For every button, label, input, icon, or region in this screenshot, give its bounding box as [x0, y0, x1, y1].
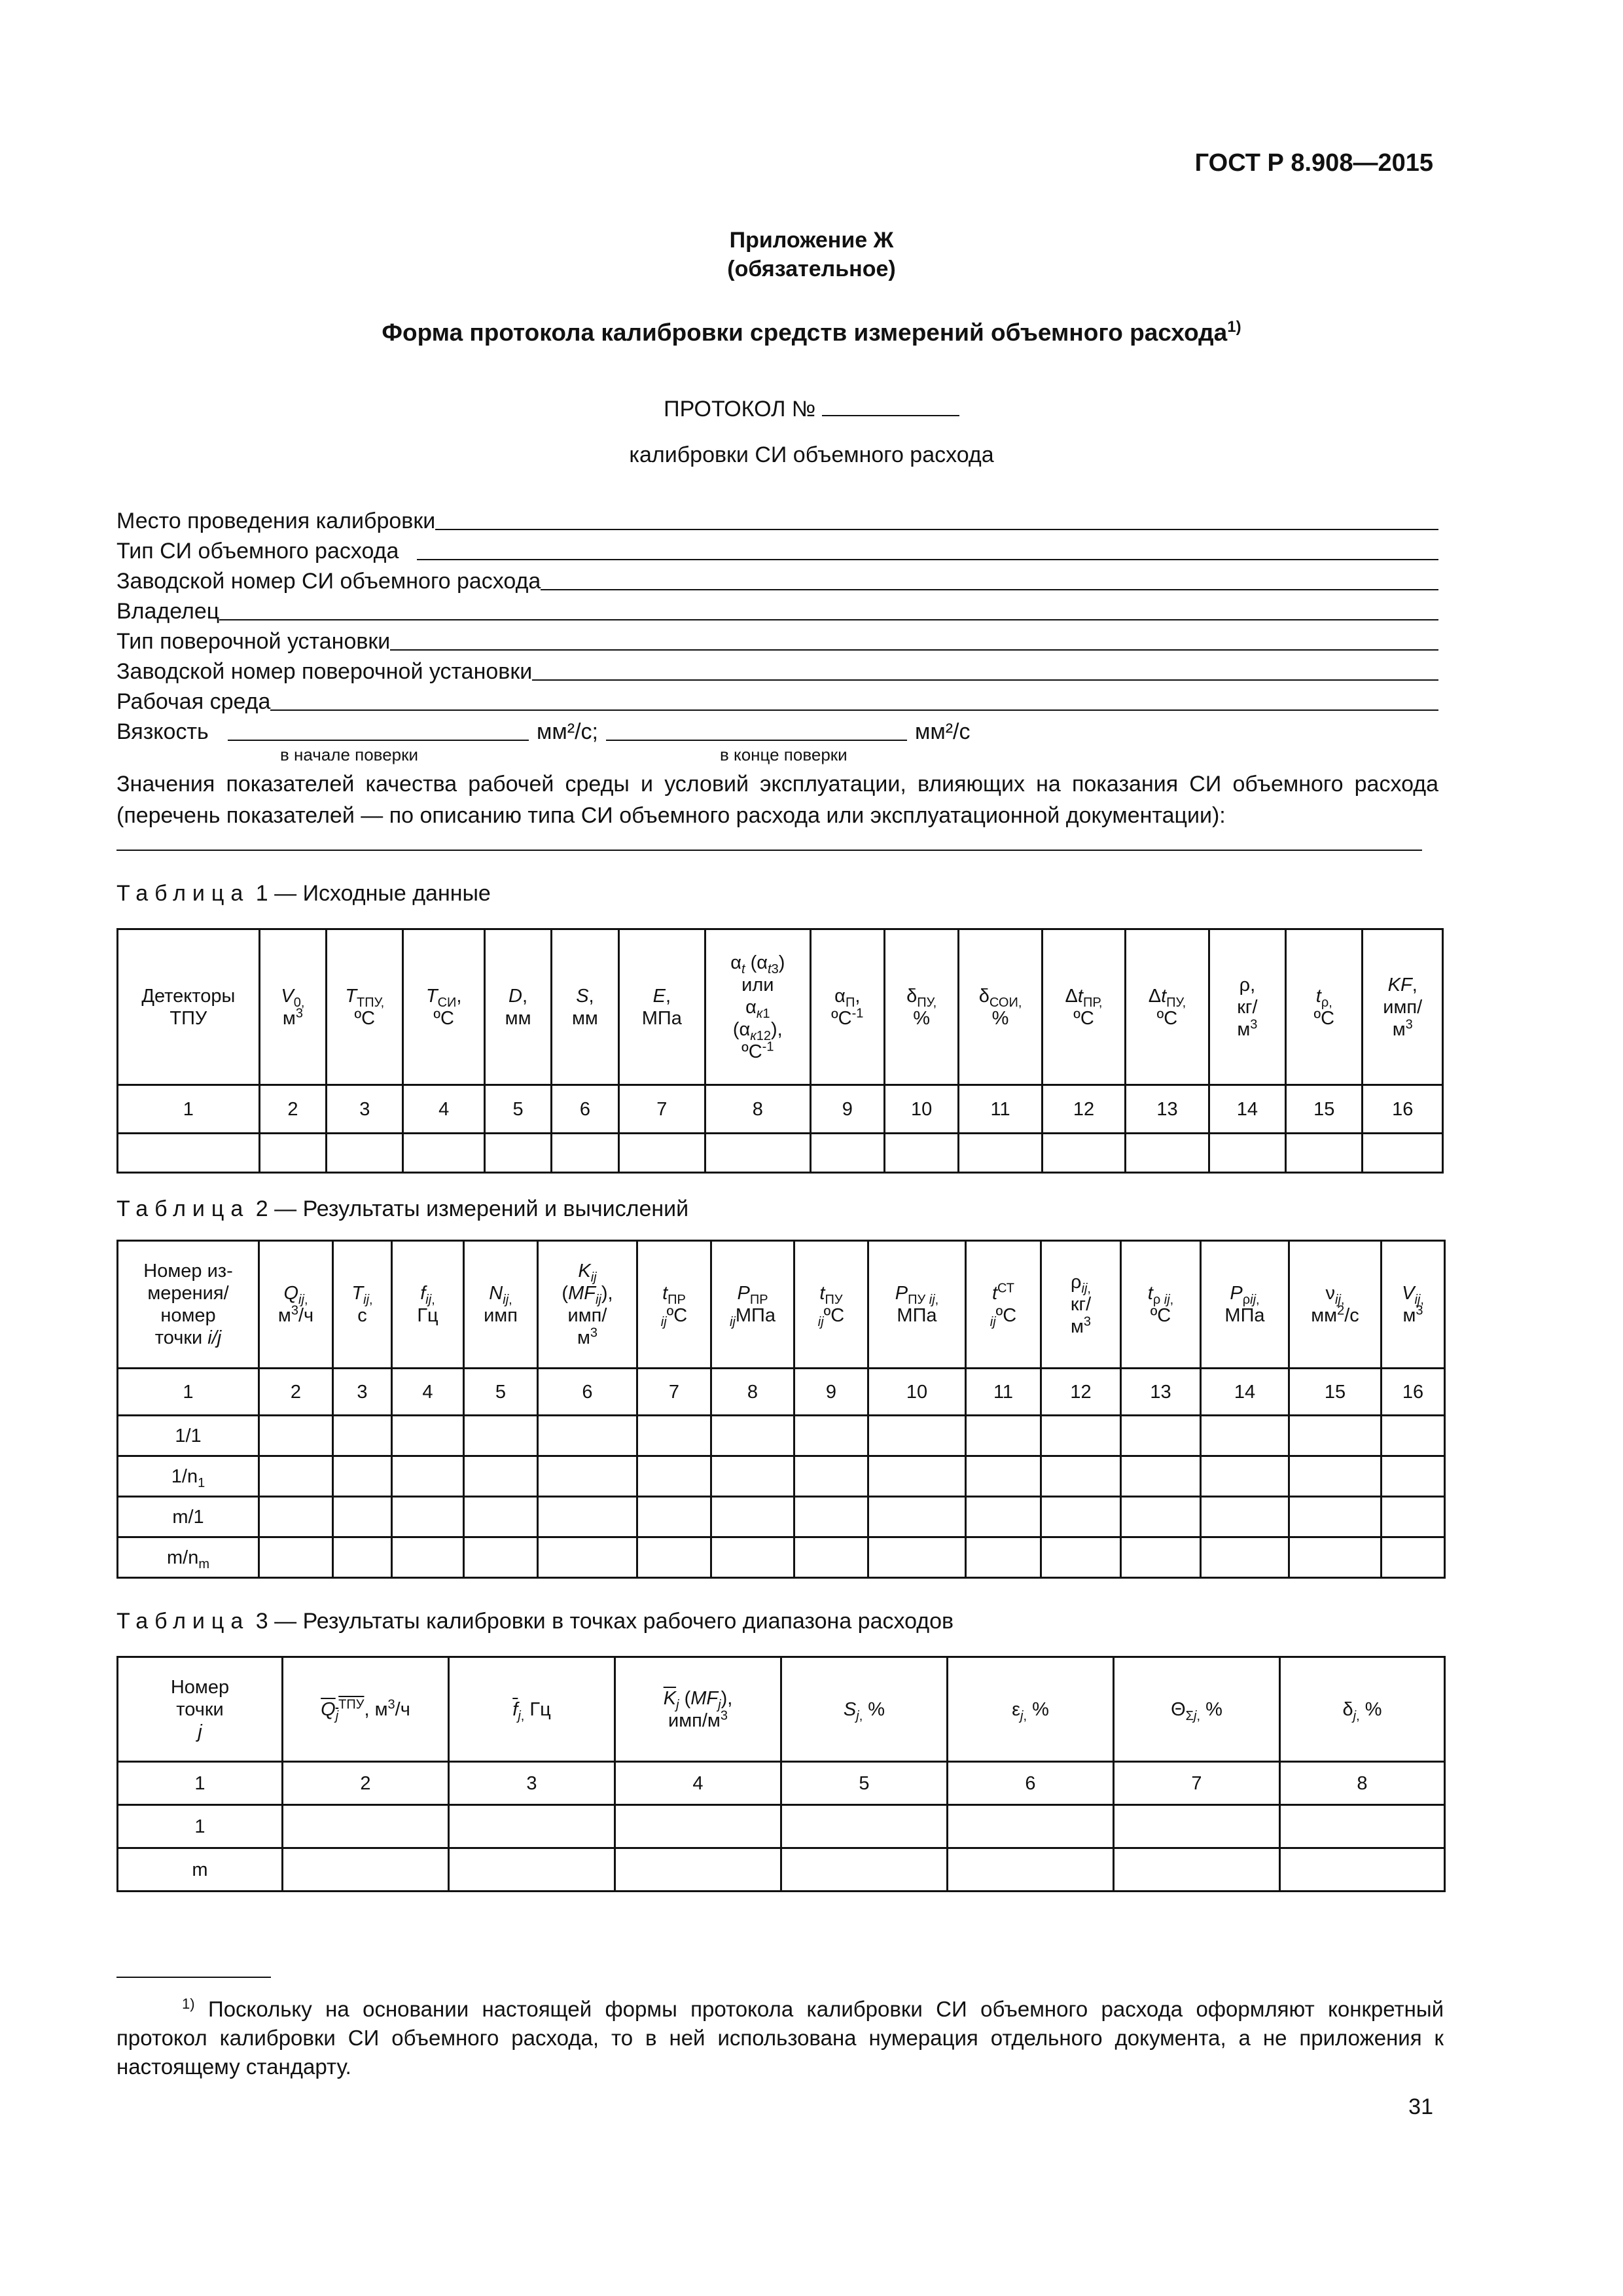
field-label: Рабочая среда	[116, 689, 271, 714]
table-row	[118, 1497, 1445, 1537]
table-cell[interactable]	[711, 1537, 794, 1578]
t1-h-alpha: $\alpha_t$ $(\alpha_{t3})$ или $\alpha_{к1}$ $(\alpha_{к12})$, ºС$^{-1}$	[705, 929, 811, 1085]
table-cell[interactable]	[1041, 1537, 1121, 1578]
table-cell[interactable]	[283, 1805, 449, 1848]
t2-h-nu: $\nu_{ij,}$ $мм^2/с$	[1289, 1241, 1382, 1369]
table-cell[interactable]	[615, 1848, 781, 1892]
t3-h-eps: $\varepsilon_{j,}$ %	[948, 1657, 1114, 1762]
protocol-title	[0, 397, 1623, 422]
t1-h-dt-pr: $\Delta t_{ПР,}$ ºС	[1042, 929, 1125, 1085]
table-cell[interactable]	[1041, 1416, 1121, 1456]
t2-h-f: $f_{ij,}$ Гц	[392, 1241, 464, 1369]
t2-h-number: Номер из- мерения/ номер точки i/j	[118, 1241, 259, 1369]
viscosity-end-blank[interactable]	[606, 719, 907, 741]
table-cell[interactable]	[966, 1497, 1041, 1537]
table-cell[interactable]	[283, 1848, 449, 1892]
t2-h-tpr: $t_{ПР}$ $_{ij}$ºС	[637, 1241, 711, 1369]
table-cell[interactable]	[637, 1456, 711, 1497]
t2-h-trho: $t_{\rho ij,}$ ºС	[1121, 1241, 1201, 1369]
table-cell[interactable]	[794, 1537, 868, 1578]
t1-h-e: E, МПа	[618, 929, 705, 1085]
col-number: 2	[259, 1085, 326, 1134]
table-cell[interactable]	[781, 1848, 948, 1892]
table2-caption	[116, 1196, 688, 1222]
table2-header-row	[118, 1241, 1445, 1369]
table-cell[interactable]	[948, 1805, 1114, 1848]
caption-word: Таблица	[116, 1609, 250, 1634]
field-location[interactable]	[116, 504, 1438, 534]
table-cell[interactable]	[705, 1134, 811, 1173]
table-cell[interactable]	[1041, 1456, 1121, 1497]
field-owner[interactable]	[116, 594, 1438, 624]
table-cell[interactable]	[1121, 1456, 1201, 1497]
footnote-mark: 1)	[182, 1996, 195, 2012]
table-cell[interactable]	[1280, 1805, 1445, 1848]
table-cell[interactable]	[868, 1416, 966, 1456]
col-number: 8	[1280, 1762, 1445, 1805]
table-cell[interactable]	[259, 1134, 326, 1173]
field-label: Владелец	[116, 599, 220, 624]
table-cell[interactable]	[966, 1416, 1041, 1456]
table-cell[interactable]	[1114, 1805, 1280, 1848]
fill-line[interactable]	[417, 538, 1438, 560]
table-cell[interactable]	[1209, 1134, 1285, 1173]
t2-h-k: $K_{ij}$ $(MF_{ij})$, имп/ $м^3$	[538, 1241, 637, 1369]
col-number: 6	[538, 1369, 637, 1416]
table-row	[118, 1537, 1445, 1578]
table-cell[interactable]	[259, 1537, 333, 1578]
table-cell[interactable]	[538, 1537, 637, 1578]
col-number: 7	[1114, 1762, 1280, 1805]
t3-h-k: $\overline{K}_j$ $(MF_j)$, имп/$м^3$	[615, 1657, 781, 1762]
field-viscosity	[116, 715, 1438, 745]
table-cell[interactable]	[1382, 1537, 1445, 1578]
protocol-subtitle: калибровки СИ объемного расхода	[629, 442, 994, 467]
table-row	[118, 1848, 1445, 1892]
field-meter-type[interactable]	[116, 534, 1438, 564]
table-cell[interactable]	[464, 1416, 538, 1456]
footnote-text: Поскольку на основании настоящей формы протокола калибровки СИ объемного расхода оформляют конкретный протокол калибровки СИ объемного расхода, то в ней использована нумерация отдельного документа, а не приложения к настоящему стандарту.	[116, 1997, 1444, 2079]
table3	[116, 1656, 1446, 1892]
protocol-fields	[116, 504, 1438, 851]
footnote	[116, 1990, 1444, 2081]
col-number: 5	[464, 1369, 538, 1416]
col-number: 1	[118, 1762, 283, 1805]
table-cell[interactable]	[1201, 1497, 1289, 1537]
t2-h-t: $T_{ij,}$ с	[333, 1241, 392, 1369]
table-cell[interactable]	[966, 1456, 1041, 1497]
col-number: 14	[1209, 1085, 1285, 1134]
table-row	[118, 1805, 1445, 1848]
table3-header-row	[118, 1657, 1445, 1762]
fill-line[interactable]	[541, 568, 1438, 590]
col-number: 12	[1042, 1085, 1125, 1134]
table2	[116, 1240, 1446, 1579]
t3-h-number: Номер точки j	[118, 1657, 283, 1762]
table-cell[interactable]	[464, 1456, 538, 1497]
table-cell[interactable]	[259, 1456, 333, 1497]
col-number: 14	[1201, 1369, 1289, 1416]
t3-h-q: $Q_j^{ТПУ}$, $м^3/ч$	[283, 1657, 449, 1762]
table-cell[interactable]	[1280, 1848, 1445, 1892]
viscosity-start-blank[interactable]	[228, 719, 529, 741]
col-number: 4	[392, 1369, 464, 1416]
t2-h-tst: $t^{СТ}$ $_{ij}$ºС	[966, 1241, 1041, 1369]
table-cell[interactable]	[464, 1497, 538, 1537]
col-number: 2	[259, 1369, 333, 1416]
col-number: 3	[333, 1369, 392, 1416]
col-number: 7	[637, 1369, 711, 1416]
col-number: 1	[118, 1085, 260, 1134]
table-cell[interactable]	[1042, 1134, 1125, 1173]
table1-data-row	[118, 1134, 1443, 1173]
fill-line[interactable]	[219, 598, 1438, 620]
table-cell[interactable]	[392, 1537, 464, 1578]
table-cell[interactable]	[781, 1805, 948, 1848]
protocol-title-text: ПРОТОКОЛ №	[664, 397, 816, 422]
field-label: Заводской номер поверочной установки	[116, 659, 533, 684]
table-cell[interactable]	[1041, 1497, 1121, 1537]
table-cell[interactable]	[538, 1456, 637, 1497]
table1-number-row	[118, 1085, 1443, 1134]
fill-line[interactable]	[532, 658, 1438, 681]
t3-h-s: $S_{j,}$ %	[781, 1657, 948, 1762]
col-number: 3	[449, 1762, 615, 1805]
table-cell[interactable]	[1382, 1497, 1445, 1537]
col-number: 11	[966, 1369, 1041, 1416]
caption-word: Таблица	[116, 881, 250, 906]
form-title-text: Форма протокола калибровки средств измерений объемного расхода	[382, 319, 1228, 346]
appendix-heading	[0, 226, 1623, 283]
table-cell[interactable]	[711, 1416, 794, 1456]
table3-caption	[116, 1609, 954, 1634]
t1-h-s: S, мм	[552, 929, 618, 1085]
viscosity-unit-end: мм²/с	[914, 719, 971, 744]
table-cell[interactable]	[868, 1456, 966, 1497]
viscosity-unit-start: мм²/с;	[537, 719, 598, 744]
table-cell[interactable]	[1121, 1497, 1201, 1537]
table-cell[interactable]	[637, 1537, 711, 1578]
protocol-number-blank[interactable]	[822, 397, 959, 416]
footnote-divider	[116, 1977, 271, 1978]
table-cell[interactable]	[327, 1134, 403, 1173]
t1-h-delta-soi: $\delta_{СОИ,}$ %	[959, 929, 1042, 1085]
appendix-title: Приложение Ж	[729, 228, 894, 253]
table-cell[interactable]	[1121, 1537, 1201, 1578]
t1-h-rho: ρ, кг/ $м^3$	[1209, 929, 1285, 1085]
row-label: 1/1	[118, 1416, 259, 1456]
field-label: Тип СИ объемного расхода	[116, 539, 399, 564]
col-number: 11	[959, 1085, 1042, 1134]
table-cell[interactable]	[794, 1456, 868, 1497]
table-cell[interactable]	[868, 1537, 966, 1578]
col-number: 15	[1289, 1369, 1382, 1416]
viscosity-caption-start: в начале поверки	[280, 745, 419, 764]
table-cell[interactable]	[464, 1537, 538, 1578]
form-title	[0, 318, 1623, 346]
t1-h-kf: KF, имп/ $м^3$	[1363, 929, 1443, 1085]
table-cell[interactable]	[449, 1848, 615, 1892]
table-cell[interactable]	[637, 1416, 711, 1456]
field-prover-serial[interactable]	[116, 655, 1438, 685]
col-number: 1	[118, 1369, 259, 1416]
table-cell[interactable]	[966, 1537, 1041, 1578]
table-cell[interactable]	[449, 1805, 615, 1848]
t3-h-f: $\overline{f}_{j,}$ Гц	[449, 1657, 615, 1762]
col-number: 4	[615, 1762, 781, 1805]
t1-h-tsi: $T_{СИ}$, ºС	[403, 929, 484, 1085]
t2-h-tpu: $t_{ПУ}$ $_{ij}$ºС	[794, 1241, 868, 1369]
table1-caption	[116, 881, 491, 906]
viscosity-label: Вязкость	[116, 719, 209, 744]
fill-line[interactable]	[390, 628, 1438, 651]
table-row	[118, 1416, 1445, 1456]
col-number: 2	[283, 1762, 449, 1805]
table-cell[interactable]	[794, 1497, 868, 1537]
table-cell[interactable]	[637, 1497, 711, 1537]
row-label: m	[118, 1848, 283, 1892]
caption-text: 2 — Результаты измерений и вычислений	[255, 1196, 689, 1221]
col-number: 16	[1363, 1085, 1443, 1134]
table-cell[interactable]	[1286, 1134, 1363, 1173]
table1	[116, 928, 1444, 1174]
table-cell[interactable]	[868, 1497, 966, 1537]
table3-number-row	[118, 1762, 1445, 1805]
row-label: $m/n_m$	[118, 1537, 259, 1578]
table-cell[interactable]	[1201, 1537, 1289, 1578]
viscosity-captions	[116, 745, 1438, 764]
caption-word: Таблица	[116, 1196, 250, 1221]
row-label: $1/n_1$	[118, 1456, 259, 1497]
col-number: 10	[868, 1369, 966, 1416]
table-cell[interactable]	[333, 1416, 392, 1456]
table-cell[interactable]	[1382, 1456, 1445, 1497]
table-cell[interactable]	[552, 1134, 618, 1173]
table-cell[interactable]	[711, 1456, 794, 1497]
col-number: 8	[705, 1085, 811, 1134]
standard-number: ГОСТ Р 8.908—2015	[1194, 149, 1433, 177]
table-cell[interactable]	[1289, 1537, 1382, 1578]
t1-h-detectors: Детекторы ТПУ	[118, 929, 260, 1085]
col-number: 5	[781, 1762, 948, 1805]
field-medium[interactable]	[116, 685, 1438, 715]
table2-number-row	[118, 1369, 1445, 1416]
table-cell[interactable]	[884, 1134, 958, 1173]
table-cell[interactable]	[538, 1416, 637, 1456]
t1-h-dt-pu: $\Delta t_{ПУ,}$ ºС	[1126, 929, 1209, 1085]
col-number: 8	[711, 1369, 794, 1416]
t1-h-trho: $t_{\rho,}$ ºС	[1286, 929, 1363, 1085]
table-cell[interactable]	[538, 1497, 637, 1537]
fill-line[interactable]	[270, 689, 1438, 711]
t2-h-ppr: $P_{ПР}$ $_{ij}$МПа	[711, 1241, 794, 1369]
field-label: Тип поверочной установки	[116, 629, 391, 654]
t2-h-ppu: $P_{ПУ ij,}$ МПа	[868, 1241, 966, 1369]
table1-header-row	[118, 929, 1443, 1085]
col-number: 3	[327, 1085, 403, 1134]
table-cell[interactable]	[392, 1497, 464, 1537]
table-cell[interactable]	[1201, 1416, 1289, 1456]
table-cell[interactable]	[711, 1497, 794, 1537]
t2-h-n: $N_{ij,}$ имп	[464, 1241, 538, 1369]
caption-text: 3 — Результаты калибровки в точках рабочего диапазона расходов	[255, 1609, 954, 1634]
t2-h-prho: $P_{\rho ij,}$ МПа	[1201, 1241, 1289, 1369]
table-cell[interactable]	[484, 1134, 551, 1173]
table-cell[interactable]	[1126, 1134, 1209, 1173]
col-number: 7	[618, 1085, 705, 1134]
col-number: 4	[403, 1085, 484, 1134]
field-label: Заводской номер СИ объемного расхода	[116, 569, 541, 594]
t1-h-delta-pu: $\delta_{ПУ,}$ %	[884, 929, 958, 1085]
table-cell[interactable]	[1289, 1497, 1382, 1537]
col-number: 12	[1041, 1369, 1121, 1416]
col-number: 13	[1126, 1085, 1209, 1134]
table-cell[interactable]	[333, 1497, 392, 1537]
field-label: Место проведения калибровки	[116, 509, 436, 533]
table-cell[interactable]	[1121, 1416, 1201, 1456]
table-cell[interactable]	[118, 1134, 260, 1173]
t2-h-v: $V_{ij,}$ $м^3$	[1382, 1241, 1445, 1369]
row-label: m/1	[118, 1497, 259, 1537]
quality-paragraph: Значения показателей качества рабочей среды и условий эксплуатации, влияющих на показания СИ объемного расхода (перечень показателей — по описанию типа СИ объемного расхода или эксплуатационной документации):	[116, 772, 1438, 828]
t1-h-ttpu: $T_{ТПУ,}$ ºС	[327, 929, 403, 1085]
table-cell[interactable]	[615, 1805, 781, 1848]
table-cell[interactable]	[948, 1848, 1114, 1892]
col-number: 9	[794, 1369, 868, 1416]
t2-h-q: $Q_{ij,}$ $м^3/ч$	[259, 1241, 333, 1369]
table-cell[interactable]	[333, 1537, 392, 1578]
col-number: 5	[484, 1085, 551, 1134]
col-number: 10	[884, 1085, 958, 1134]
table-cell[interactable]	[1201, 1456, 1289, 1497]
quality-fill-line[interactable]	[116, 831, 1422, 851]
fill-line[interactable]	[435, 508, 1438, 530]
col-number: 16	[1382, 1369, 1445, 1416]
t1-h-alpha-p: $\alpha_П$, ºС$^{-1}$	[810, 929, 884, 1085]
table-cell[interactable]	[794, 1416, 868, 1456]
t3-h-theta: $\Theta_{\Sigma j,}$ %	[1114, 1657, 1280, 1762]
t1-h-d: D, мм	[484, 929, 551, 1085]
col-number: 6	[948, 1762, 1114, 1805]
table-row	[118, 1456, 1445, 1497]
table-cell[interactable]	[1114, 1848, 1280, 1892]
table-cell[interactable]	[1363, 1134, 1443, 1173]
table-cell[interactable]	[333, 1456, 392, 1497]
row-label: 1	[118, 1805, 283, 1848]
table-cell[interactable]	[392, 1416, 464, 1456]
table-cell[interactable]	[1289, 1416, 1382, 1456]
t3-h-delta: $\delta_{j,}$ %	[1280, 1657, 1445, 1762]
viscosity-caption-end: в конце поверки	[720, 745, 847, 764]
table-cell[interactable]	[392, 1456, 464, 1497]
field-prover-type[interactable]	[116, 624, 1438, 655]
table-cell[interactable]	[403, 1134, 484, 1173]
form-title-footnote-mark: 1)	[1227, 318, 1241, 336]
table-cell[interactable]	[259, 1497, 333, 1537]
col-number: 15	[1286, 1085, 1363, 1134]
col-number: 13	[1121, 1369, 1201, 1416]
appendix-status: (обязательное)	[727, 257, 896, 281]
table-cell[interactable]	[259, 1416, 333, 1456]
page-number: 31	[1408, 2094, 1433, 2119]
table-cell[interactable]	[810, 1134, 884, 1173]
col-number: 9	[810, 1085, 884, 1134]
table-cell[interactable]	[959, 1134, 1042, 1173]
field-meter-serial[interactable]	[116, 564, 1438, 594]
col-number: 6	[552, 1085, 618, 1134]
t2-h-rho: $\rho_{ij,}$ кг/ $м^3$	[1041, 1241, 1121, 1369]
t1-h-v0: $V_{0,}$ $м^3$	[259, 929, 326, 1085]
table-cell[interactable]	[1382, 1416, 1445, 1456]
table-cell[interactable]	[618, 1134, 705, 1173]
caption-text: 1 — Исходные данные	[255, 881, 491, 906]
table-cell[interactable]	[1289, 1456, 1382, 1497]
